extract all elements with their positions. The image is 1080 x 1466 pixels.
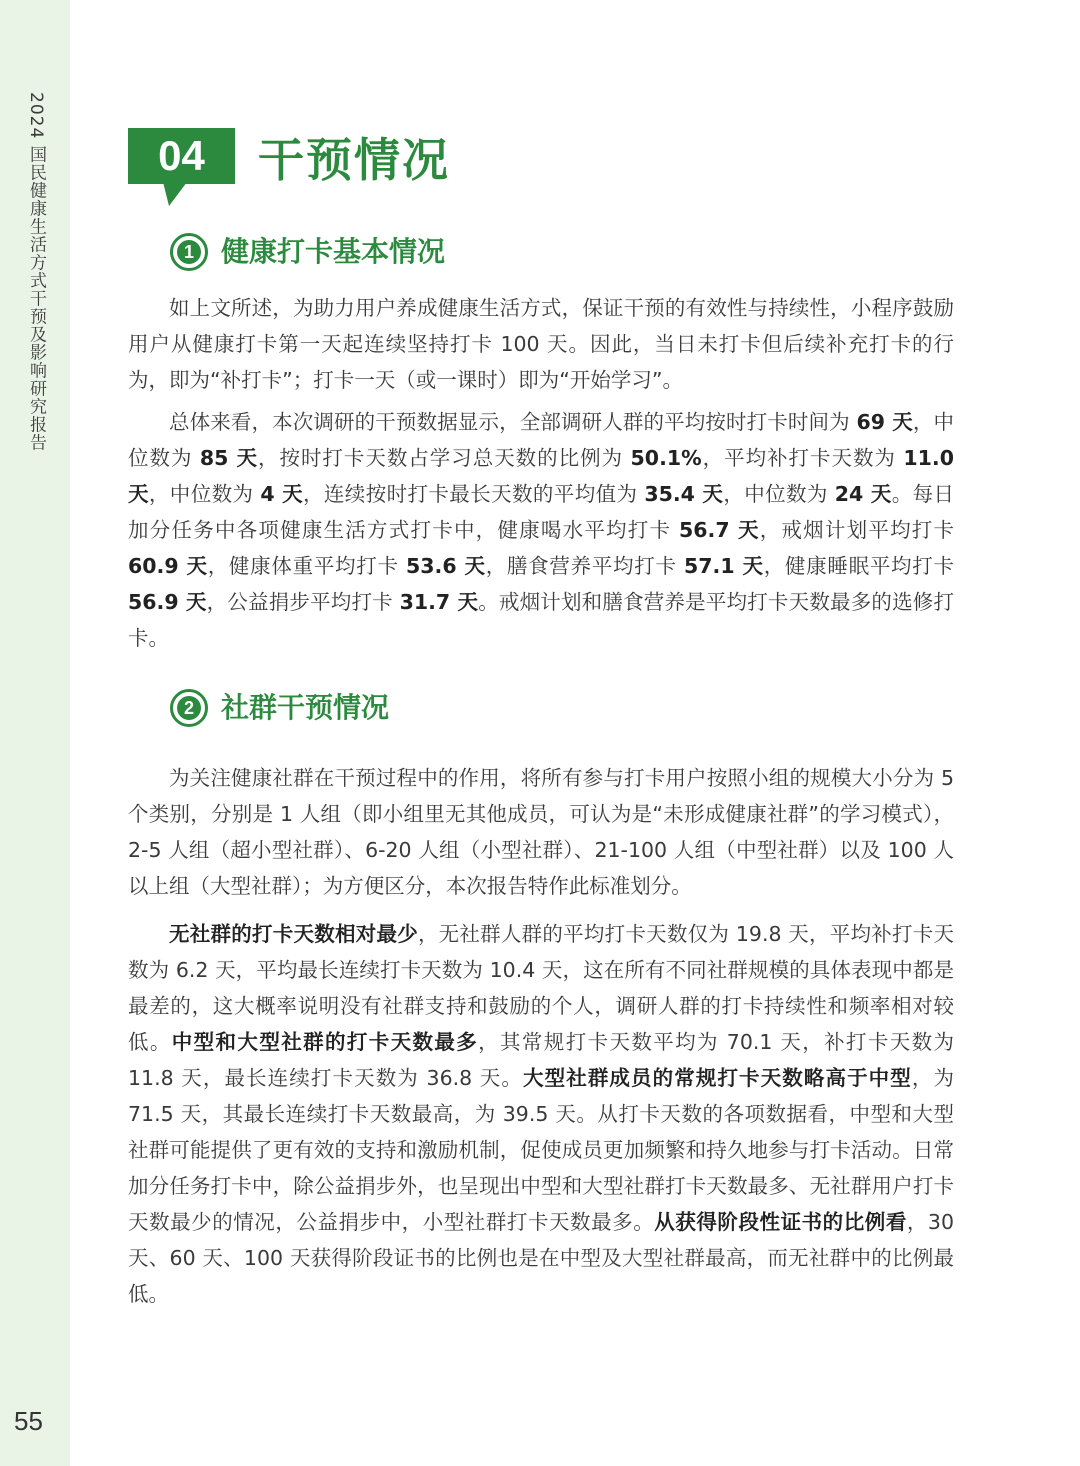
emphasis-text: 无社群的打卡天数相对最少 [169,922,418,946]
body-text: 。每日加分任务中各项健康生活方式打卡中，健康喝水平均打卡 [128,482,954,542]
body-text: ，无社群人群的平均打卡天数仅为 19.8 天，平均补打卡天数为 6.2 天，平均最长连续打卡天数为 10.4 天，这在所有不同社群规模的具体表现中都是最差的，这大概率说明没有社群支持和鼓励的个人，调研人群的打卡持续性和频率相对较低。 [128,922,954,1054]
section1-paragraph-2 [128,404,954,656]
body-text: ，中位数为 [148,482,261,506]
body-text: ，健康睡眠平均打卡 [763,554,955,578]
body-text: ，戒烟计划平均打卡 [759,518,955,542]
page-number: 55 [14,1406,43,1436]
running-title: 2024 国民健康生活方式干预及影响研究报告 [26,92,46,452]
body-text: ，中位数为 [723,482,835,506]
badge-tail [163,182,187,206]
emphasis-text: 57.1 天 [684,554,764,578]
chapter-title: 干预情况 [258,133,450,187]
emphasis-text: 11.0 天 [128,446,954,506]
emphasis-text: 35.4 天 [644,482,724,506]
emphasis-text: 中型和大型社群的打卡天数最多 [171,1030,479,1054]
section-title: 健康打卡基本情况 [221,235,446,268]
body-text: ，连续按时打卡最长天数的平均值为 [303,482,645,506]
section1-paragraph-1: 如上文所述，为助力用户养成健康生活方式，保证干预的有效性与持续性，小程序鼓励用户从健康打卡第一天起连续坚持打卡 100 天。因此，当日未打卡但后续补充打卡的行为，即为“补打卡”；打卡一天（或一课时）即为“开始学习”。 [128,296,954,392]
body-text: ，中位数为 [128,410,955,470]
body-text: ，其常规打卡天数平均为 70.1 天，补打卡天数为 11.8 天，最长连续打卡天数为 36.8 天。 [128,1030,955,1090]
body-text: ，公益捐步平均打卡 [206,590,400,614]
body-text: 总体来看，本次调研的干预数据显示，全部调研人群的平均按时打卡时间为 [169,410,857,434]
sidebar [0,0,70,1466]
body-text: ，为 71.5 天，其最长连续打卡天数最高，为 39.5 天。从打卡天数的各项数据看，中型和大型社群可能提供了更有效的支持和激励机制，促使成员更加频繁和持久地参与打卡活动。日常加分任务打卡中，除公益捐步外，也呈现出中型和大型社群打卡天数最多、无社群用户打卡天数最少的情况，公益捐步中，小型社群打卡天数最多。 [128,1066,955,1234]
section-number-badge [170,233,208,271]
body-text: ，膳食营养平均打卡 [485,554,684,578]
chapter-badge [128,128,235,184]
section-number: 1 [177,240,201,264]
section-number-badge [170,689,208,727]
emphasis-text: 56.9 天 [128,590,207,614]
chapter-number: 04 [158,132,205,179]
section-number: 2 [177,696,201,720]
emphasis-text: 56.7 天 [679,518,760,542]
section-title: 社群干预情况 [221,691,390,724]
body-text: ，按时打卡天数占学习总天数的比例为 [258,446,631,470]
emphasis-text: 31.7 天 [399,590,479,614]
emphasis-text: 53.6 天 [406,554,486,578]
emphasis-text: 4 天 [260,482,304,506]
emphasis-text: 69 天 [856,410,913,434]
body-text: ，30 天、60 天、100 天获得阶段证书的比例也是在中型及大型社群最高，而无社群中的比例最低。 [128,1210,955,1306]
emphasis-text: 50.1% [630,446,702,470]
emphasis-text: 60.9 天 [128,554,208,578]
section2-paragraph-1: 为关注健康社群在干预过程中的作用，将所有参与打卡用户按照小组的规模大小分为 5 个类别，分别是 1 人组（即小组里无其他成员，可认为是“未形成健康社群”的学习模式），2-5 人组（超小型社群）、6-20 人组（小型社群）、21-100 人组（中型社群）以及 100 人以上组（大型社群）；为方便区分，本次报告特作此标准划分。 [128,766,954,898]
body-text: ，健康体重平均打卡 [207,554,406,578]
body-text: 。戒烟计划和膳食营养是平均打卡天数最多的选修打卡。 [128,590,954,650]
emphasis-text: 从获得阶段性证书的比例看 [654,1210,907,1234]
emphasis-text: 24 天 [834,482,892,506]
emphasis-text: 大型社群成员的常规打卡天数略高于中型 [523,1066,912,1090]
emphasis-text: 85 天 [199,446,259,470]
body-text: ，平均补打卡天数为 [701,446,904,470]
section2-paragraph-2 [128,916,954,1312]
